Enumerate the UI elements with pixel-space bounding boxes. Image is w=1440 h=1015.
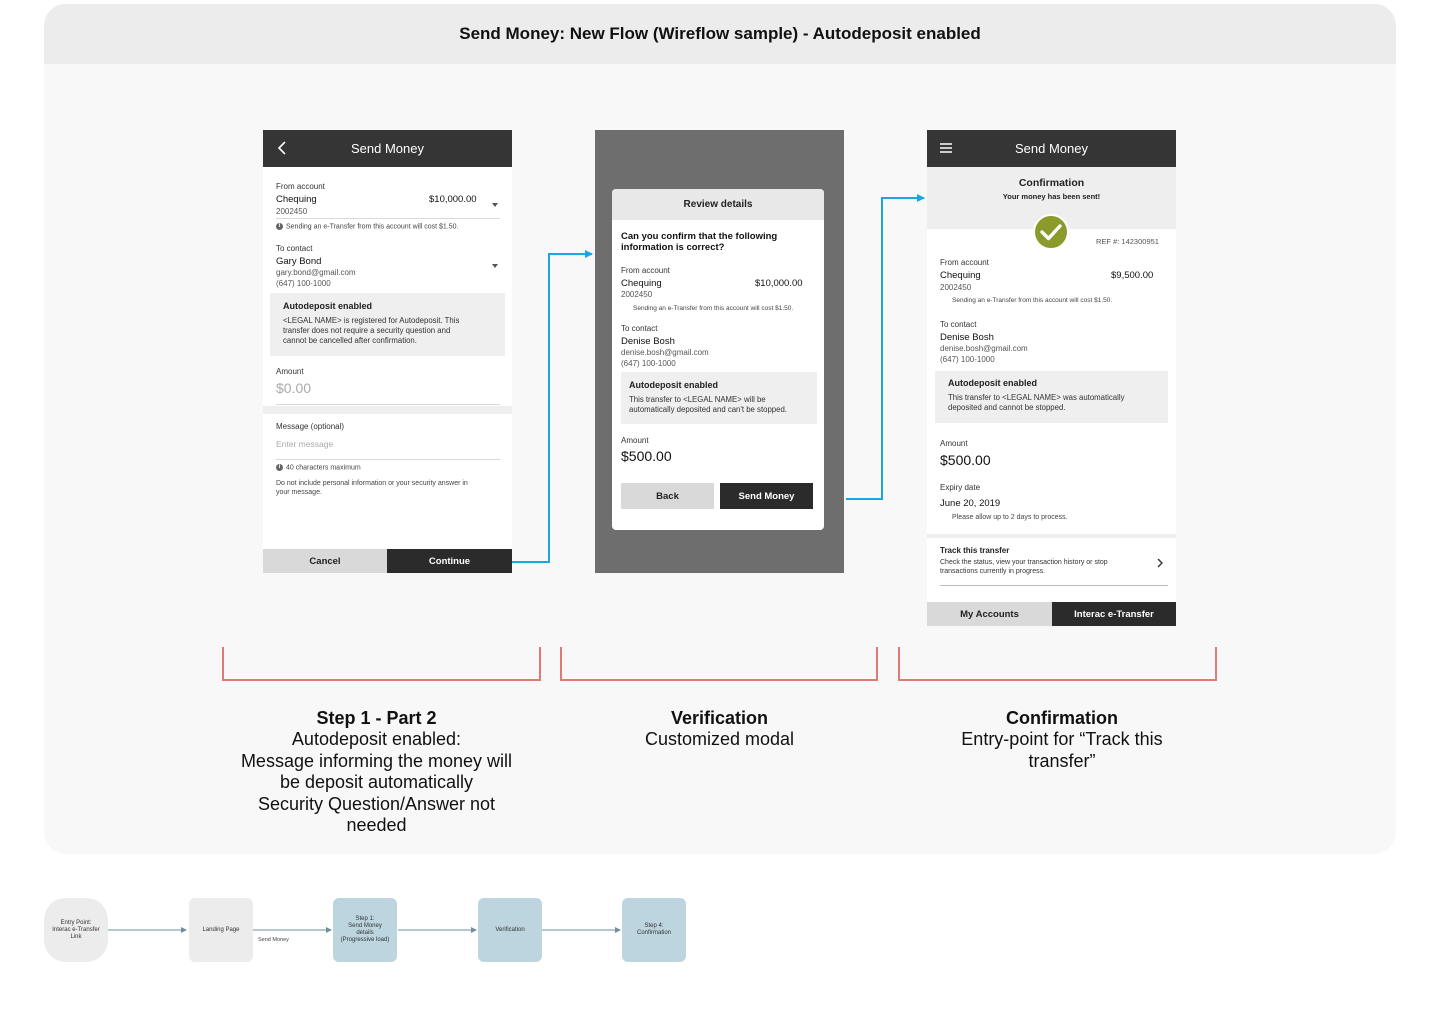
- modal-title: Review details: [612, 189, 824, 220]
- account-name: Chequing: [276, 194, 317, 205]
- info-icon: i: [276, 464, 283, 471]
- to-contact-label: To contact: [621, 324, 658, 333]
- flow-edge-label: Send Money: [258, 937, 289, 943]
- autodeposit-line: This transfer to <LEGAL NAME> was automatically: [948, 393, 1125, 402]
- caption-confirmation: [899, 708, 1225, 772]
- to-contact-label: To contact: [276, 244, 313, 253]
- account-number: 2002450: [621, 290, 653, 299]
- privacy-line: your message.: [276, 488, 322, 496]
- continue-button[interactable]: Continue: [387, 549, 512, 573]
- contact-name: Gary Bond: [276, 256, 322, 267]
- tab-my-accounts[interactable]: My Accounts: [927, 602, 1052, 626]
- autodeposit-line: deposited and cannot be stopped.: [948, 403, 1066, 412]
- flow-node-landing-page[interactable]: [189, 898, 253, 962]
- privacy-line: Do not include personal information or your security answer in: [276, 480, 468, 487]
- flow-node-line: Link: [70, 933, 82, 940]
- contact-phone: (647) 100-1000: [621, 359, 676, 368]
- autodeposit-title: Autodeposit enabled: [629, 380, 719, 390]
- board-title: Send Money: New Flow (Wireflow sample) - Autodeposit enabled: [44, 4, 1396, 64]
- expiry-date: June 20, 2019: [940, 498, 1001, 509]
- to-contact-label: To contact: [940, 320, 977, 329]
- flow-node-line: Entry Point:: [60, 919, 92, 926]
- question-line: Can you confirm that the following: [621, 231, 778, 242]
- account-balance: $9,500.00: [1111, 270, 1154, 281]
- amount-value: $500.00: [621, 448, 672, 464]
- caption-line: Message informing the money will: [240, 750, 513, 771]
- account-balance: $10,000.00: [429, 194, 477, 205]
- flow-node-line: Step 4:: [644, 923, 664, 929]
- amount-value: $500.00: [940, 452, 991, 468]
- bracket-verification: [561, 647, 877, 680]
- contact-phone: (647) 100-1000: [940, 355, 995, 364]
- amount-input[interactable]: $0.00: [276, 380, 312, 396]
- contact-name: Denise Bosh: [621, 336, 675, 347]
- caption-line: needed: [346, 815, 407, 835]
- amount-label: Amount: [621, 436, 649, 445]
- fee-note: Sending an e-Transfer from this account will cost $1.50.: [633, 305, 794, 312]
- screen-title: Send Money: [1015, 141, 1088, 156]
- account-name: Chequing: [621, 278, 662, 289]
- track-line: transactions currently in progress.: [940, 568, 1046, 575]
- flow-node-line: Landing Page: [202, 926, 240, 933]
- caption-title: Confirmation: [1006, 708, 1118, 728]
- expiry-label: Expiry date: [940, 483, 981, 492]
- contact-email: gary.bond@gmail.com: [276, 268, 356, 277]
- contact-phone: (647) 100-1000: [276, 279, 331, 288]
- flow-node-verification[interactable]: [478, 898, 542, 962]
- from-account-label: From account: [940, 258, 989, 267]
- track-title: Track this transfer: [940, 546, 1010, 555]
- flow-node-confirmation[interactable]: [622, 898, 686, 962]
- back-button[interactable]: Back: [621, 483, 714, 509]
- tab-interac-etransfer[interactable]: Interac e-Transfer: [1052, 602, 1176, 626]
- caption-line: be deposit automatically: [279, 772, 474, 792]
- caption-step1: [223, 708, 530, 837]
- flow-node-step1[interactable]: [333, 898, 397, 962]
- caption-title: Step 1 - Part 2: [316, 708, 437, 728]
- flow-node-line: Confirmation: [636, 930, 671, 936]
- caption-line: Security Question/Answer not: [257, 793, 496, 814]
- from-account-label: From account: [276, 182, 325, 191]
- contact-email: denise.bosh@gmail.com: [621, 348, 709, 357]
- autodeposit-line: cannot be cancelled after confirmation.: [283, 336, 417, 345]
- account-number: 2002450: [276, 207, 308, 216]
- autodeposit-line: <LEGAL NAME> is registered for Autodeposit. This: [283, 316, 460, 325]
- flow-node-line: Step 1:: [355, 916, 375, 922]
- fee-note-text: Sending an e-Transfer from this account will cost $1.50.: [286, 223, 459, 231]
- track-line: Check the status, view your transaction history or stop: [940, 559, 1108, 566]
- message-label: Message (optional): [276, 422, 345, 431]
- amount-label: Amount: [276, 367, 304, 376]
- arrow-verification-to-confirmation: [846, 198, 924, 499]
- amount-label: Amount: [940, 439, 968, 448]
- autodeposit-line: automatically deposited and can't be stopped.: [629, 405, 787, 414]
- account-number: 2002450: [940, 283, 972, 292]
- from-account-label: From account: [621, 266, 670, 275]
- contact-name: Denise Bosh: [940, 332, 994, 343]
- screen-title: Send Money: [351, 141, 424, 156]
- caption-title: Verification: [670, 708, 769, 728]
- message-input[interactable]: Enter message: [276, 439, 334, 449]
- autodeposit-title: Autodeposit enabled: [283, 301, 373, 311]
- caption-line: transfer”: [1028, 750, 1096, 771]
- caption-line: Autodeposit enabled:: [291, 729, 462, 749]
- info-icon: i: [276, 223, 283, 230]
- account-name: Chequing: [940, 270, 981, 281]
- flow-node-line: (Progressive load): [340, 937, 390, 943]
- autodeposit-line: This transfer to <LEGAL NAME> will be: [629, 395, 766, 404]
- flow-node-entry-point[interactable]: [44, 898, 108, 962]
- reference-number: REF #: 142300951: [1096, 237, 1159, 246]
- autodeposit-line: transfer does not require a security question and: [283, 326, 451, 335]
- confirmation-subtitle: Your money has been sent!: [1002, 192, 1101, 201]
- question-line: information is correct?: [621, 242, 725, 253]
- bracket-confirmation: [899, 647, 1216, 680]
- contact-email: denise.bosh@gmail.com: [940, 344, 1028, 353]
- caption-line: Customized modal: [644, 729, 795, 749]
- arrow-step1-to-verification: [512, 254, 592, 562]
- flow-node-line: details: [356, 930, 374, 936]
- autodeposit-title: Autodeposit enabled: [948, 378, 1038, 388]
- account-balance: $10,000.00: [755, 278, 803, 289]
- flow-node-line: Interac e-Transfer: [52, 926, 100, 933]
- caption-verification: [561, 708, 878, 751]
- flow-node-line: Send Money: [348, 923, 382, 929]
- char-limit-text: 40 characters maximum: [286, 464, 361, 472]
- bracket-step1: [223, 647, 540, 680]
- caption-line: Entry-point for “Track this: [961, 729, 1163, 749]
- send-money-button[interactable]: Send Money: [720, 483, 813, 509]
- flow-node-line: Verification: [495, 926, 525, 933]
- fee-note: Sending an e-Transfer from this account will cost $1.50.: [952, 297, 1113, 304]
- confirmation-title: Confirmation: [1018, 177, 1085, 189]
- processing-note: Please allow up to 2 days to process.: [952, 514, 1068, 521]
- cancel-button[interactable]: Cancel: [263, 549, 387, 573]
